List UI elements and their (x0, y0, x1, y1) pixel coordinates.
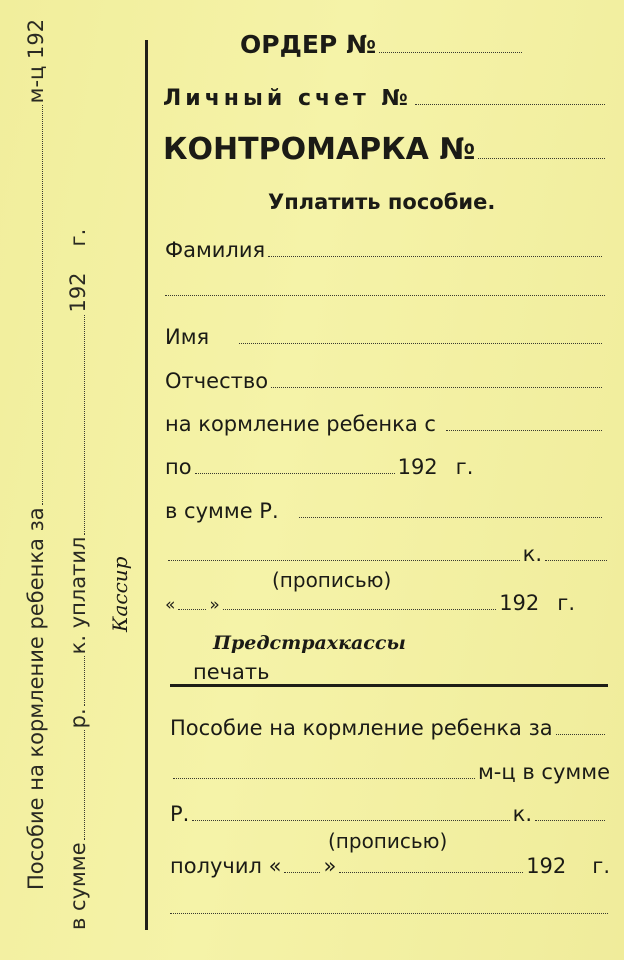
stub-line-2-year-suffix: г. (66, 228, 90, 247)
patronymic-field (271, 373, 602, 388)
stub-line-2-fill-1 (70, 730, 85, 840)
section-separator (170, 684, 608, 687)
stub-line-1 (24, 0, 48, 890)
account-label: Личный счет № (163, 86, 412, 111)
in-words-caption: (прописью) (272, 568, 392, 592)
feeding-from-field (446, 416, 602, 431)
receipt-period-field (556, 720, 605, 735)
stub-line-1-fill (28, 105, 43, 505)
stub-line-2-year: 192 (66, 272, 90, 313)
kop-label: к. (522, 542, 542, 566)
order-number-line (240, 30, 525, 59)
date-day-field (178, 595, 206, 610)
date-quote-close: » (209, 595, 220, 615)
stub (0, 0, 140, 960)
receipt-month-sum-label: м-ц в сумме (477, 760, 610, 784)
receipt-day-field (284, 858, 320, 873)
receipt-received-label: получил « (170, 854, 282, 878)
sum-field (299, 503, 602, 518)
account-number-field (415, 90, 605, 105)
receipt-rubles-field (192, 806, 509, 821)
receipt-feeding-label: Пособие на кормление ребенка за (170, 716, 553, 740)
order-number-field (379, 38, 522, 53)
to-year-suffix: г. (455, 455, 474, 479)
receipt-in-words-caption: (прописью) (328, 829, 448, 853)
kop-field (545, 546, 607, 561)
counterstamp-label: КОНТРОМАРКА № (163, 132, 476, 167)
surname-field (268, 242, 602, 257)
receipt-line-3 (170, 802, 608, 826)
counterstamp-number-field (478, 144, 605, 159)
date-quote-open: « (165, 595, 176, 615)
stub-line-2-paid: к. уплатил (66, 536, 90, 655)
feeding-from-line (165, 412, 605, 436)
instruction: Уплатить пособие. (268, 190, 496, 214)
stub-line-2-fill-3 (70, 315, 85, 535)
stub-line-1-text: Пособие на кормление ребенка за (24, 507, 48, 890)
vertical-divider (145, 40, 148, 930)
name-line (165, 325, 605, 349)
sum-words-line (165, 542, 610, 566)
stub-line-2 (66, 229, 90, 930)
surname-line (165, 238, 605, 262)
date-year-suffix: г. (557, 591, 575, 615)
to-year: 192 (397, 455, 438, 479)
date-line (165, 591, 605, 615)
account-line (163, 86, 608, 111)
receipt-line-2 (170, 760, 610, 784)
stub-line-1-month: м-ц 192 (24, 18, 48, 104)
seal-label: печать (193, 660, 270, 684)
receipt-r-label: Р. (170, 802, 190, 826)
surname-label: Фамилия (165, 238, 266, 262)
receipt-signature-line (170, 912, 608, 914)
receipt-year-suffix: г. (592, 854, 610, 878)
receipt-kop-label: к. (512, 802, 532, 826)
order-label: ОРДЕР № (240, 30, 377, 59)
receipt-month-field (173, 764, 475, 779)
stub-line-2-r: р. (66, 708, 90, 729)
date-year: 192 (499, 591, 540, 615)
stub-line-2-fill-2 (70, 656, 85, 706)
sum-words-field (168, 546, 520, 561)
name-label: Имя (165, 325, 210, 349)
receipt-month-date-field (339, 858, 523, 873)
receipt-year: 192 (526, 854, 567, 878)
to-field (195, 459, 395, 474)
receipt-kop-field (535, 806, 605, 821)
date-month-field (223, 595, 496, 610)
receipt-line-1 (170, 716, 608, 740)
sum-label: в сумме Р. (165, 499, 279, 523)
feeding-from-label: на кормление ребенка с (165, 412, 436, 436)
surname-extra-line (165, 294, 605, 296)
to-label: по (165, 455, 192, 479)
stub-line-2-text: в сумме (66, 842, 90, 930)
feeding-to-line (165, 455, 605, 479)
cashier-label: Кассир (108, 556, 132, 632)
organization-label: Предстрахкассы (213, 632, 406, 654)
sum-line (165, 499, 605, 523)
patronymic-line (165, 369, 605, 393)
name-field (239, 329, 602, 344)
counterstamp-line (163, 132, 608, 167)
receipt-line-4 (170, 854, 610, 878)
patronymic-label: Отчество (165, 369, 269, 393)
receipt-quote-close: » (323, 854, 337, 878)
